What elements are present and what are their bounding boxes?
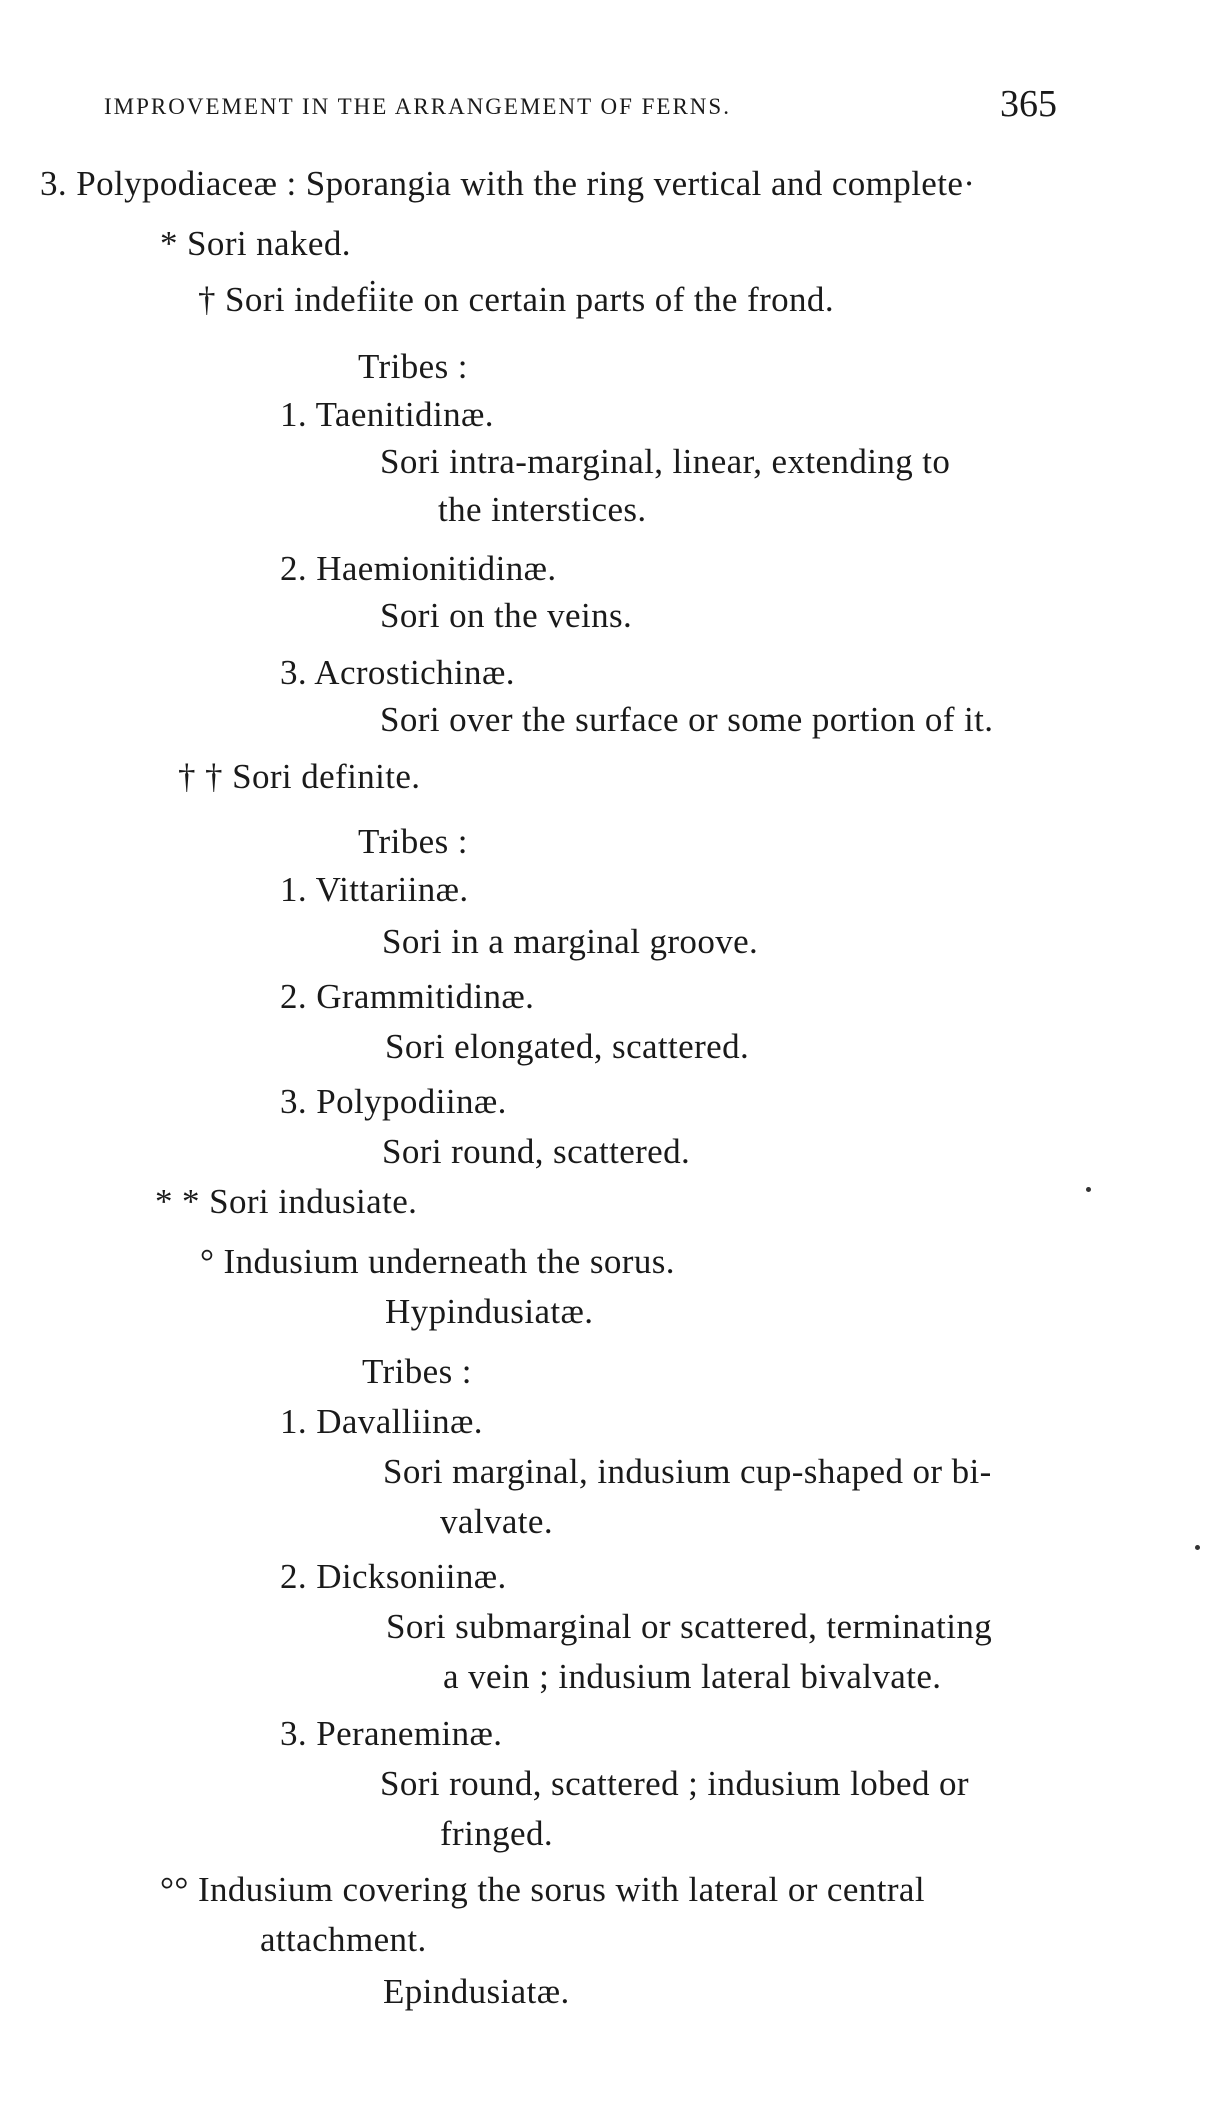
text-line: Sori submarginal or scattered, terminating — [386, 1607, 993, 1646]
text-line: Epindusiatæ. — [383, 1972, 570, 2011]
text-line: Sori over the surface or some portion of it. — [380, 700, 994, 739]
text-line: † Sori indefi̇ite on certain parts of the frond. — [198, 280, 834, 319]
page-number: 365 — [1000, 83, 1057, 125]
speck-mark — [1086, 1187, 1091, 1192]
text-line: 3. Polypodiinæ. — [280, 1082, 507, 1121]
text-line: 3. Polypodiaceæ : Sporangia with the ring vertical and complete· — [40, 164, 976, 203]
text-line: Tribes : — [358, 822, 468, 861]
text-line: Sori in a marginal groove. — [382, 922, 759, 961]
text-line: °° Indusium covering the sorus with lateral or central — [160, 1870, 925, 1909]
text-line: attachment. — [260, 1920, 427, 1959]
text-line: 1. Vittariinæ. — [280, 870, 469, 909]
text-line: 1. Davalliinæ. — [280, 1402, 483, 1441]
text-line: 1. Taenitidinæ. — [280, 395, 494, 434]
text-line: the interstices. — [438, 490, 647, 529]
text-line: Sori on the veins. — [380, 596, 633, 635]
text-line: * * Sori indusiate. — [155, 1182, 418, 1221]
text-line: Sori marginal, indusium cup-shaped or bi- — [383, 1452, 992, 1491]
text-line: valvate. — [440, 1502, 554, 1541]
speck-mark — [1195, 1545, 1200, 1550]
text-line: Sori elongated, scattered. — [385, 1027, 750, 1066]
text-line: 2. Dicksoniinæ. — [280, 1557, 507, 1596]
text-line: † † Sori definite. — [178, 757, 421, 796]
text-line: Hypindusiatæ. — [385, 1292, 594, 1331]
text-line: Sori round, scattered ; indusium lobed or — [380, 1764, 969, 1803]
text-line: 3. Peraneminæ. — [280, 1714, 503, 1753]
text-line: ° Indusium underneath the sorus. — [200, 1242, 675, 1281]
text-line: Tribes : — [358, 347, 468, 386]
text-line: Sori round, scattered. — [382, 1132, 691, 1171]
text-line: * Sori naked. — [160, 224, 351, 263]
text-line: 3. Acrostichinæ. — [280, 653, 515, 692]
text-line: 2. Grammitidinæ. — [280, 977, 535, 1016]
text-line: a vein ; indusium lateral bivalvate. — [443, 1657, 942, 1696]
text-line: Sori intra-marginal, linear, extending to — [380, 442, 951, 481]
running-title: IMPROVEMENT IN THE ARRANGEMENT OF FERNS. — [104, 94, 731, 119]
text-line: fringed. — [440, 1814, 554, 1853]
text-line: 2. Haemionitidinæ. — [280, 549, 557, 588]
text-line: Tribes : — [362, 1352, 472, 1391]
